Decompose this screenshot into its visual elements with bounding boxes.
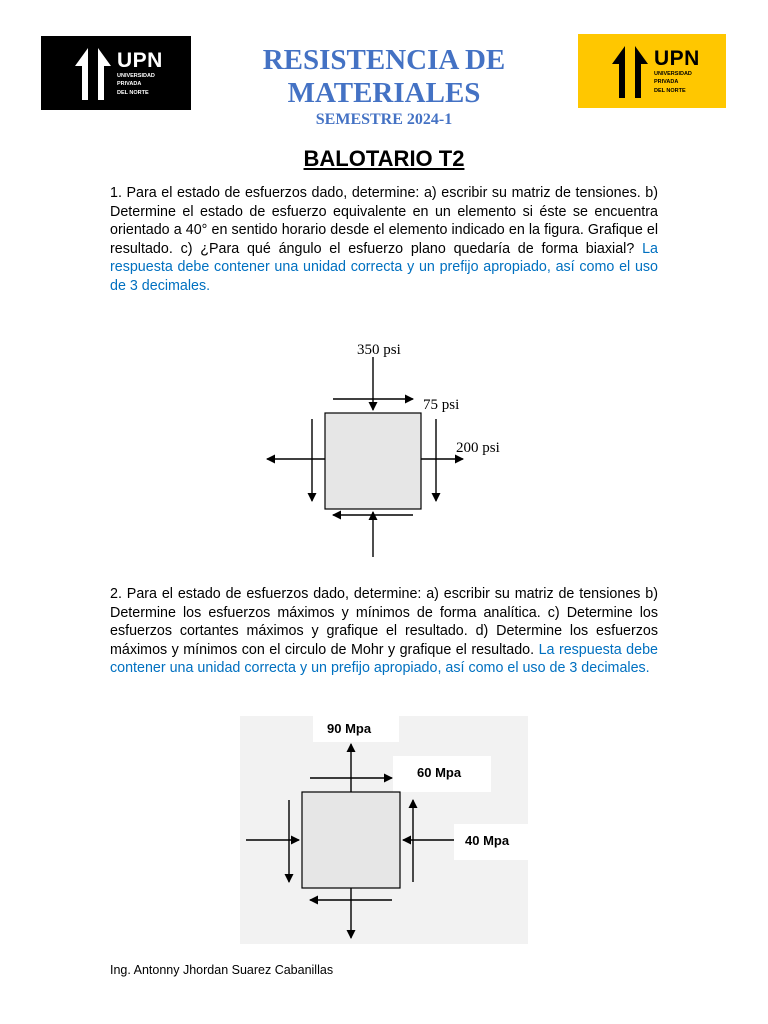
semester-label: SEMESTRE 2024-1 (315, 111, 453, 128)
course-title: RESISTENCIA DE MATERIALES (262, 44, 506, 109)
logo-line: UNIVERSIDAD (654, 70, 692, 77)
upn-arrow-logo-icon (75, 46, 111, 100)
problem-1-text (110, 184, 658, 296)
stress-element-square (325, 413, 421, 509)
logo-line: PRIVADA (654, 79, 679, 86)
problem-2-statement: 2. Para el estado de esfuerzos dado, determine: a) escribir su matriz de tensiones b) Determine los esfuerzos máximos y mínimos de forma analítica. c) Determine los esfuerzos cortantes máximos y grafique el resultado. d) Determine los esfuerzos máximos y mínimos con el circulo de Mohr y grafique el resultado. (110, 586, 658, 658)
logo-line: PRIVADA (117, 81, 142, 88)
document-heading: BALOTARIO T2 (303, 146, 465, 171)
logo-brand: UPN (654, 46, 700, 70)
right-stress-label: 40 Mpa (465, 833, 510, 848)
logo-brand: UPN (117, 48, 163, 72)
problem-2-text (110, 585, 658, 678)
logo-line: DEL NORTE (654, 87, 686, 94)
shear-stress-label: 75 psi (423, 397, 460, 413)
problem-1-note: La respuesta debe contener una unidad correcta y un prefijo apropiado, así como el uso de 3 decimales. (110, 240, 658, 294)
problem-1-statement: 1. Para el estado de esfuerzos dado, determine: a) escribir su matriz de tensiones. b) Determine el estado de esfuerzo equivalente en un elemento si éste se encuentra orientado a 40° en sentido horario desde el elemento indicado en la figura. Grafique el resultado. c) ¿Para qué ángulo el esfuerzo plano quedaría de forma biaxial? (110, 185, 658, 257)
problem-2-note: La respuesta debe contener una unidad correcta y un prefijo apropiado, así como el uso de 3 decimales. (110, 641, 658, 677)
upn-logo-right (578, 34, 726, 108)
top-stress-label: 90 Mpa (327, 721, 372, 736)
right-stress-label: 200 psi (456, 440, 500, 456)
stress-element-square (302, 792, 400, 888)
author-footer: Ing. Antonny Jhordan Suarez Cabanillas (110, 963, 334, 977)
logo-line: DEL NORTE (117, 89, 149, 96)
stress-element-figure-2 (240, 716, 528, 944)
logo-line: UNIVERSIDAD (117, 72, 155, 79)
upn-arrow-logo-icon (612, 44, 648, 98)
top-stress-label: 350 psi (357, 342, 401, 358)
stress-element-figure-1 (255, 335, 515, 563)
upn-logo-left (41, 36, 191, 110)
shear-stress-label: 60 Mpa (417, 765, 462, 780)
